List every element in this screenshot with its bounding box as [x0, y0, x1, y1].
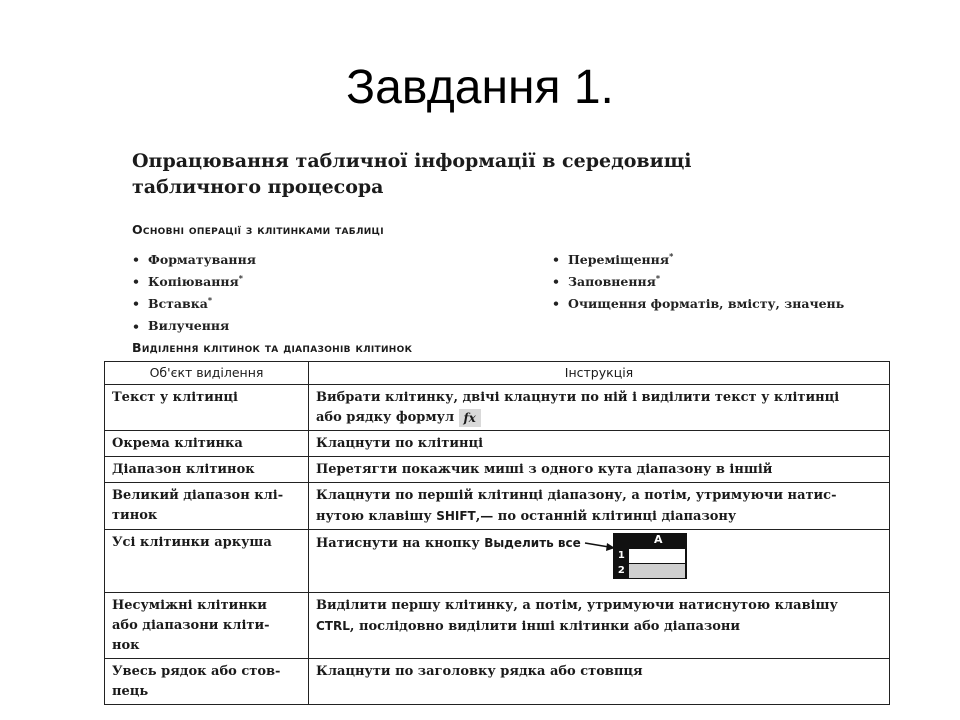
list-item: • Вилучення: [132, 313, 256, 335]
instruction-cell: Клацнути по першій клітинці діапазону, а потім, утримуючи натис- нутою клавішу SHIFT,— по останній клітинці діапазону: [309, 483, 890, 530]
fx-icon: fx: [459, 409, 481, 427]
table-row: [105, 457, 890, 483]
row-2-header: 2: [617, 565, 625, 576]
table-row: [105, 483, 890, 530]
table-row: [105, 659, 890, 705]
select-all-illustration: [585, 533, 745, 579]
document-heading: [132, 148, 692, 200]
column-header-object: Об'єкт виділення: [105, 362, 309, 385]
select-all-button-label: Выделить все: [484, 536, 581, 550]
list-item: • Форматування: [132, 247, 256, 269]
object-cell: Текст у клітинці: [105, 385, 309, 431]
object-cell: Діапазон клітинок: [105, 457, 309, 483]
column-header-instruction: Інструкція: [309, 362, 890, 385]
instruction-cell: Клацнути по клітинці: [309, 431, 890, 457]
scanned-textbook-page: [100, 138, 883, 699]
cell-a2: [629, 564, 685, 578]
object-cell: Несуміжні клітинки або діапазони кліти- нок: [105, 593, 309, 659]
document-heading-line2: табличного процесора: [132, 176, 384, 198]
row-1-header: 1: [617, 550, 625, 561]
list-item: • Очищення форматів, вмісту, значень: [552, 291, 844, 313]
selection-table: [104, 361, 890, 705]
table-header-row: [105, 362, 890, 385]
object-cell: Окрема клітинка: [105, 431, 309, 457]
arrow-icon: [585, 539, 615, 551]
column-a-header: A: [654, 533, 663, 546]
instruction-cell: Натиснути на кнопку Выделить все A 1 2: [309, 530, 890, 593]
operations-list-left: [132, 247, 256, 336]
object-cell: Увесь рядок або стов- пець: [105, 659, 309, 705]
object-cell: Великий діапазон клі- тинок: [105, 483, 309, 530]
ctrl-key-label: CTRL: [316, 619, 350, 633]
table-row: [105, 530, 890, 593]
cell-a1: [629, 549, 685, 563]
instruction-cell: Вибрати клітинку, двічі клацнути по ній і виділити текст у клітинці або рядку формул fx: [309, 385, 890, 431]
spreadsheet-corner-image: [613, 533, 687, 579]
table-row: [105, 431, 890, 457]
list-item: • Заповнення*: [552, 269, 844, 291]
table-row: [105, 593, 890, 659]
instruction-cell: Виділити першу клітинку, а потім, утримуючи натиснутою клавішу CTRL, послідовно виділити інші клітинки або діапазони: [309, 593, 890, 659]
slide-title: Завдання 1.: [346, 61, 614, 114]
operations-heading: Основні операції з клітинками таблиці: [132, 222, 384, 237]
table-row: [105, 385, 890, 431]
list-item: • Переміщення*: [552, 247, 844, 269]
instruction-cell: Перетягти покажчик миші з одного кута діапазону в іншій: [309, 457, 890, 483]
list-item: • Копіювання*: [132, 269, 256, 291]
instruction-cell: Клацнути по заголовку рядка або стовпця: [309, 659, 890, 705]
list-item: • Вставка*: [132, 291, 256, 313]
operations-list-right: [552, 247, 844, 313]
selection-heading: Виділення клітинок та діапазонів клітинок: [132, 340, 413, 355]
document-heading-line1: Опрацювання табличної інформації в середовищі: [132, 150, 692, 172]
shift-key-label: SHIFT: [436, 509, 476, 523]
object-cell: Усі клітинки аркуша: [105, 530, 309, 593]
